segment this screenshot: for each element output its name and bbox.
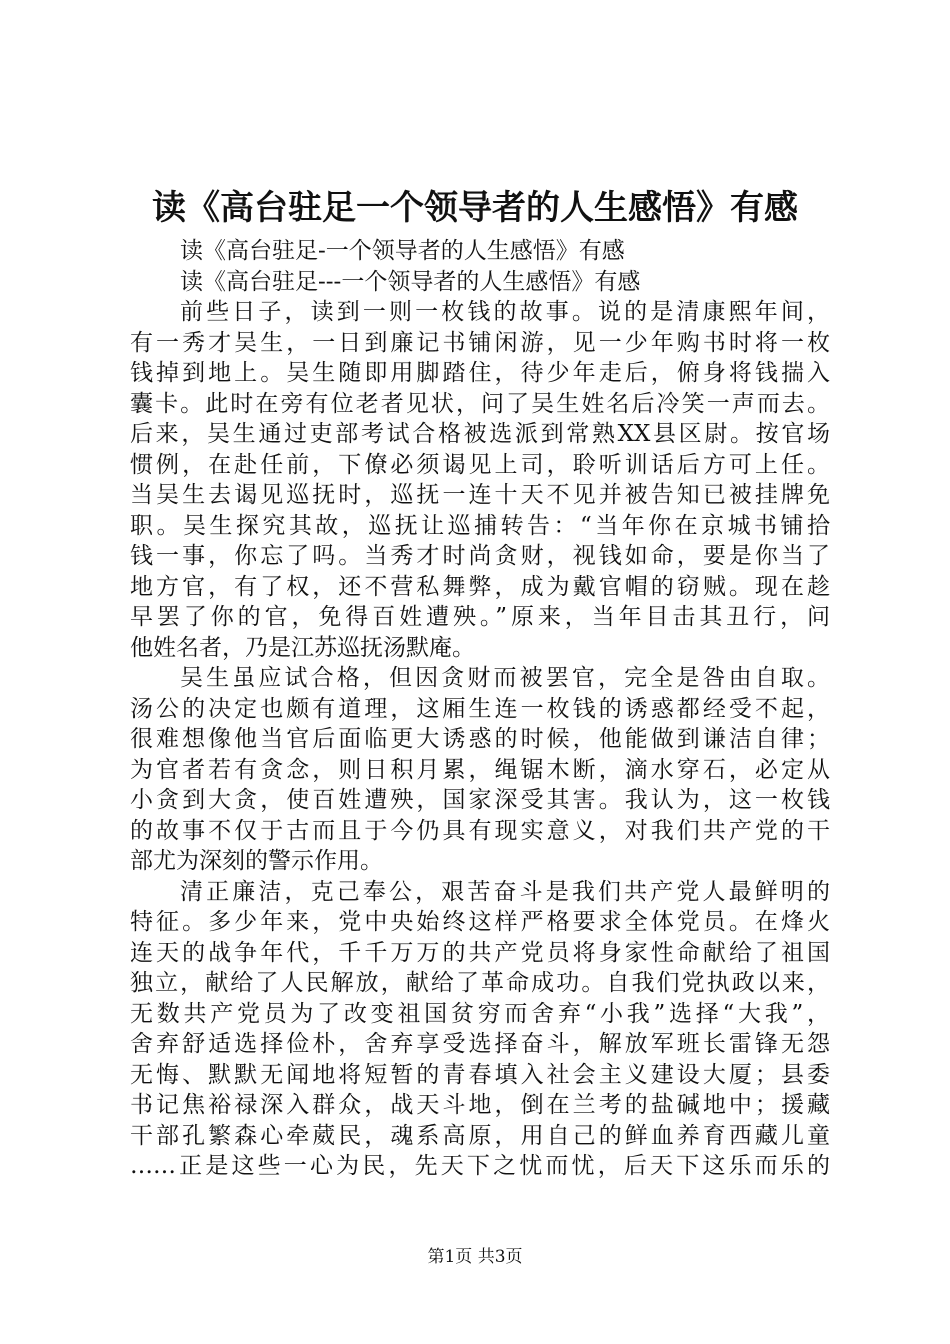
text-line: 很难想像他当官后面临更大诱惑的时候，他能做到谦洁自律； <box>130 726 830 752</box>
text-line: 前些日子，读到一则一枚钱的故事。说的是清康熙年间， <box>180 299 830 325</box>
text-line: 清正廉洁，克己奉公，艰苦奋斗是我们共产党人最鲜明的 <box>180 878 830 905</box>
text-line: 独立，献给了人民解放，献给了革命成功。自我们党执政以来， <box>130 970 830 996</box>
text-line: 为官者若有贪念，则日积月累，绳锯木断，滴水穿石，必定从 <box>130 756 830 783</box>
text-line: 吴生虽应试合格，但因贪财而被罢官，完全是咎由自取。 <box>180 665 830 691</box>
text-line: 当吴生去谒见巡抚时，巡抚一连十天不见并被告知已被挂牌免 <box>130 482 830 508</box>
text-line: 无数共产党员为了改变祖国贫穷而舍弃“小我”选择“大我”， <box>130 1000 830 1027</box>
text-line: 舍弃舒适选择俭朴，舍弃享受选择奋斗，解放军班长雷锋无怨 <box>130 1031 830 1057</box>
text-line: 读《高台驻足-一个领导者的人生感悟》有感 <box>180 238 625 264</box>
text-line: 干部孔繁森心牵葳民，魂系高原，用自己的鲜血养育西藏儿童 <box>130 1122 830 1149</box>
document-title: 读《高台驻足一个领导者的人生感悟》有感 <box>152 188 798 228</box>
text-line: 后来，吴生通过吏部考试合格被选派到常熟XX县区尉。按官场 <box>130 421 830 447</box>
text-line: ……正是这些一心为民，先天下之忧而忧，后天下这乐而乐的 <box>130 1153 830 1179</box>
text-line: 书记焦裕禄深入群众，战天斗地，倒在兰考的盐碱地中；援藏 <box>130 1092 830 1118</box>
document-body <box>130 236 830 1182</box>
text-line: 钱一事，你忘了吗。当秀才时尚贪财，视钱如命，要是你当了 <box>130 543 830 569</box>
text-line: 他姓名者，乃是江苏巡抚汤默庵。 <box>130 634 475 661</box>
text-line: 小贪到大贪，使百姓遭殃，国家深受其害。我认为，这一枚钱 <box>130 787 830 813</box>
text-line: 囊卡。此时在旁有位老者见状，问了吴生姓名后冷笑一声而去。 <box>130 390 830 417</box>
text-line: 地方官，有了权，还不营私舞弊，成为戴官帽的窃贼。现在趁 <box>130 573 830 600</box>
text-line: 的故事不仅于古而且于今仍具有现实意义，对我们共产党的干 <box>130 817 830 844</box>
text-line: 读《高台驻足---一个领导者的人生感悟》有感 <box>180 268 641 295</box>
text-line: 有一秀才吴生，一日到廉记书铺闲游，见一少年购书时将一枚 <box>130 329 830 356</box>
page-footer: 第1页 共3页 <box>427 1247 523 1267</box>
text-line: 汤公的决定也颇有道理，这厢生连一枚钱的诱惑都经受不起， <box>130 695 830 722</box>
text-line: 早罢了你的官，免得百姓遭殃。”原来，当年目击其丑行，问 <box>130 604 830 630</box>
text-line: 钱掉到地上。吴生随即用脚踏住，待少年走后，俯身将钱揣入 <box>130 360 830 386</box>
text-line: 连天的战争年代，千千万万的共产党员将身家性命献给了祖国 <box>130 939 830 966</box>
text-line: 部尤为深刻的警示作用。 <box>130 848 383 874</box>
text-line: 特征。多少年来，党中央始终这样严格要求全体党员。在烽火 <box>130 909 830 935</box>
text-line: 惯例，在赴任前，下僚必须谒见上司，聆听训话后方可上任。 <box>130 451 830 478</box>
text-line: 无悔、默默无闻地将短暂的青春填入社会主义建设大厦；县委 <box>130 1061 830 1088</box>
text-line: 职。吴生探究其故，巡抚让巡捕转告：“当年你在京城书铺拾 <box>130 512 830 539</box>
